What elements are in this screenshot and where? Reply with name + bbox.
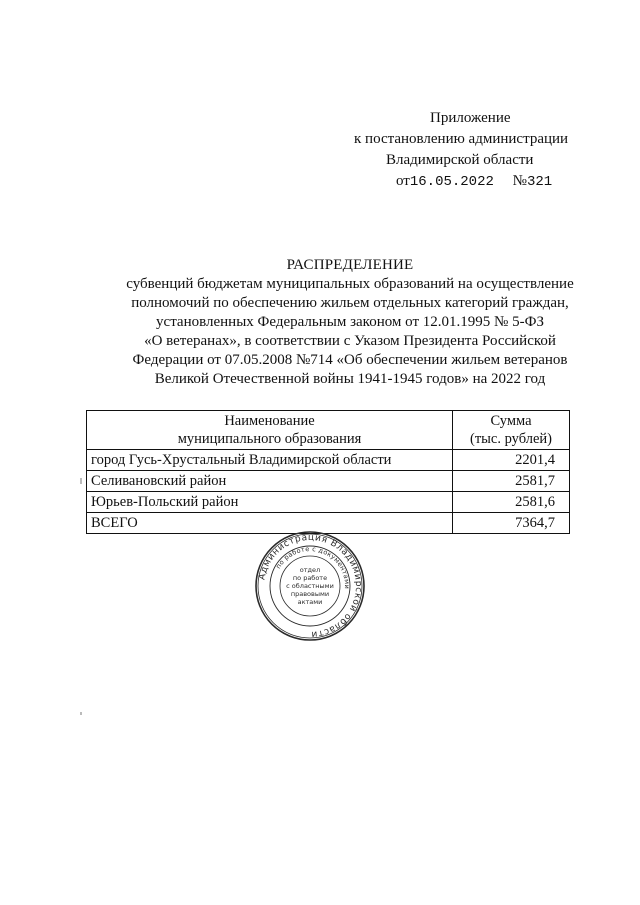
appendix-resolution: к постановлению администрации (354, 131, 569, 147)
stamp-center-line: правовыми (290, 590, 330, 598)
title-heading: РАСПРЕДЕЛЕНИЕ (286, 257, 414, 273)
date-prefix: от (396, 173, 410, 189)
number-sign: № (512, 173, 527, 189)
title-line: установленных Федеральным законом от 12.01.1995 № 5-ФЗ (156, 314, 544, 330)
official-stamp (254, 530, 366, 642)
header-sum-line1: Сумма (490, 413, 532, 429)
appendix-region: Владимирской области (386, 152, 534, 168)
stamp-center-line: отдел (299, 566, 321, 574)
table-row (87, 450, 570, 471)
table-row (87, 471, 570, 492)
header-sum-line2: (тыс. рублей) (470, 431, 552, 447)
table-row (87, 492, 570, 513)
municipality-name: Селивановский район (87, 471, 453, 492)
title-line: «О ветеранах», в соответствии с Указом Президента Российской (144, 333, 556, 349)
document-title (30, 256, 640, 389)
amount-cell: 2581,7 (453, 471, 570, 492)
municipality-name: город Гусь-Хрустальный Владимирской области (87, 450, 453, 471)
title-line: полномочий по обеспечению жильем отдельных категорий граждан, (131, 295, 569, 311)
title-line: Федерации от 07.05.2008 №714 «Об обеспечении жильем ветеранов (132, 352, 568, 368)
appendix-date-line (300, 171, 620, 193)
appendix-block (300, 108, 620, 193)
stamp-seal-icon (254, 530, 366, 642)
header-name-line2: муниципального образования (177, 431, 362, 447)
header-name-line1: Наименование (224, 413, 315, 429)
total-amount: 7364,7 (453, 513, 570, 534)
stamp-outer-text: Администрация Владимирской области (257, 532, 364, 640)
header-sum (453, 411, 570, 450)
stamp-center-line: актами (297, 598, 323, 606)
title-line: Великой Отечественной войны 1941-1945 годов» на 2022 год (154, 371, 546, 387)
total-label: ВСЕГО (87, 513, 453, 534)
amount-cell: 2201,4 (453, 450, 570, 471)
amount-cell: 2581,6 (453, 492, 570, 513)
resolution-date: 16.05.2022 (409, 174, 494, 190)
resolution-number: 321 (526, 174, 553, 190)
distribution-table (86, 410, 570, 534)
stamp-inner-text: по работе с документами (274, 544, 352, 590)
table-header-row (87, 411, 570, 450)
stamp-center-line: по работе (292, 574, 328, 582)
scan-speck (80, 478, 82, 484)
stamp-center-line: с областными (286, 582, 334, 590)
appendix-title: Приложение (430, 110, 511, 126)
municipality-name: Юрьев-Польский район (87, 492, 453, 513)
scan-speck (80, 712, 82, 715)
header-name (87, 411, 453, 450)
title-line: субвенций бюджетам муниципальных образований на осуществление (126, 276, 574, 292)
